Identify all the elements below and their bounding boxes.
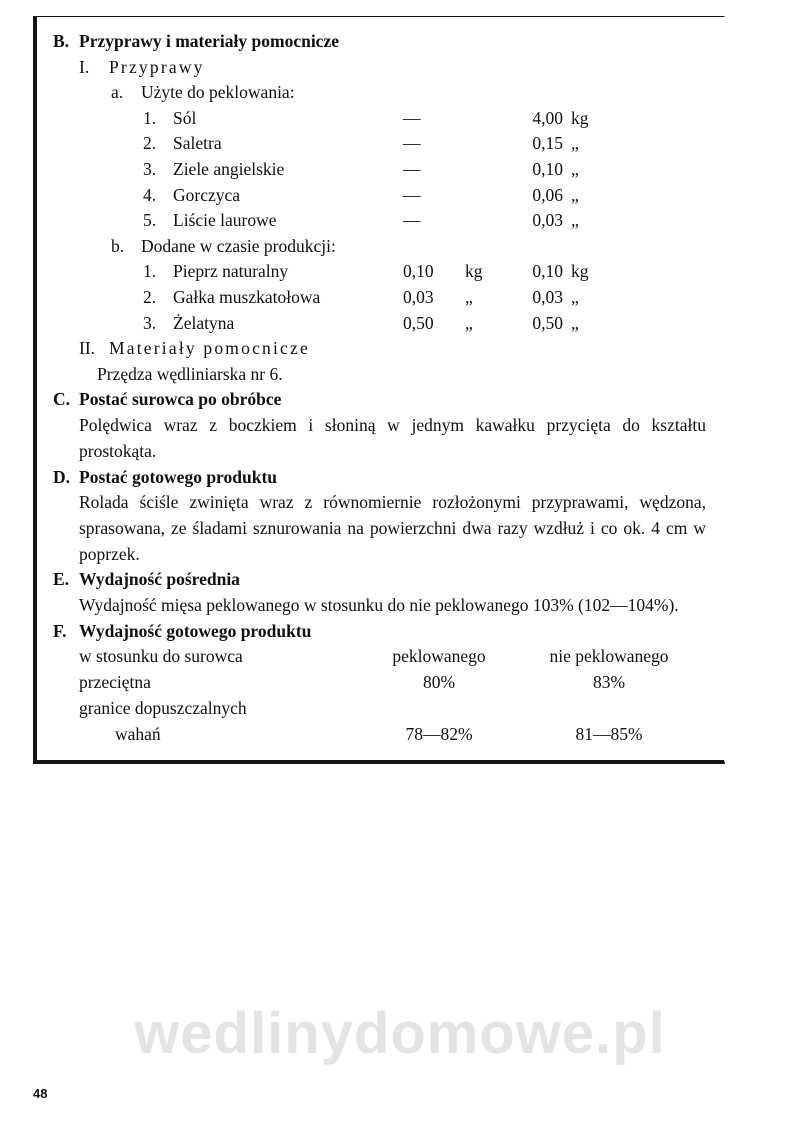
sub1-numeral: I.: [79, 56, 90, 77]
row-name: Sól: [173, 107, 197, 128]
section-f-title: Wydajność gotowego produktu: [79, 620, 312, 641]
section-b-title: Przyprawy i materiały pomocnicze: [79, 31, 339, 51]
row-label-cont: wahań: [115, 723, 161, 744]
section-d-text: Rolada ściśle zwinięta wraz z równomiernie rozłożonymi przyprawami, wędzona, sprasowana, ze śladami sznurowania na powierzchni dwa razy wzdłuż i co ok. 4 cm w poprzek.: [79, 492, 706, 564]
row-label: granice dopuszczalnych: [79, 698, 247, 719]
row-name: Liście laurowe: [173, 210, 277, 231]
row-name: Pieprz naturalny: [173, 261, 289, 282]
section-c-letter: C.: [53, 389, 71, 410]
sub2-text: Przędza wędliniarska nr 6.: [97, 363, 283, 384]
section-b-heading: [53, 29, 710, 55]
row-number: 2.: [143, 133, 157, 154]
row-mid-unit: „: [465, 286, 473, 307]
row-number: 3.: [143, 158, 157, 179]
row-number: 5.: [143, 210, 157, 231]
header-col1: w stosunku do surowca: [79, 646, 243, 667]
sub2-title: Materiały pomocnicze: [109, 338, 310, 359]
table-row: [53, 259, 710, 285]
row-name: Ziele angielskie: [173, 158, 285, 179]
row-mid: —: [403, 158, 421, 179]
row-mid-unit: kg: [465, 261, 483, 282]
row-mid-unit: „: [465, 312, 473, 333]
section-e-text: Wydajność mięsa peklowanego w stosunku do nie peklowanego 103% (102—104%).: [79, 595, 679, 616]
table-row: [79, 696, 710, 722]
group-b-heading: [53, 234, 710, 260]
row-value-niepeklowane: 83%: [592, 672, 626, 693]
row-label: przeciętna: [79, 672, 151, 693]
watermark: wedlinydomowe.pl: [134, 1001, 666, 1066]
table-row: [53, 157, 710, 183]
section-c-heading: [53, 387, 710, 413]
row-value: 0,03: [532, 286, 563, 307]
table-row: [53, 106, 710, 132]
table-row: [79, 670, 710, 696]
section-f-letter: F.: [53, 620, 67, 641]
header-col2: peklowanego: [392, 646, 486, 667]
group-b-letter: b.: [111, 235, 125, 256]
page-number: 48: [33, 1086, 48, 1101]
section-b-sub2-heading: [53, 336, 710, 362]
row-number: 1.: [143, 261, 157, 282]
row-name: Gałka muszkatołowa: [173, 286, 321, 307]
row-unit: „: [571, 210, 579, 231]
row-number: 3.: [143, 312, 157, 333]
table-row: [53, 285, 710, 311]
row-value-peklowane: 78—82%: [405, 723, 473, 744]
row-mid: —: [403, 210, 421, 231]
row-mid-value: 0,03: [403, 286, 434, 307]
section-d-title: Postać gotowego produktu: [79, 466, 278, 487]
group-a-title: Użyte do peklowania:: [141, 82, 295, 103]
content-frame: [33, 16, 725, 764]
row-unit: „: [571, 312, 579, 333]
row-unit: „: [571, 158, 579, 179]
row-number: 1.: [143, 107, 157, 128]
section-d-heading: [53, 465, 710, 491]
section-c-title: Postać surowca po obróbce: [79, 389, 282, 410]
row-number: 4.: [143, 184, 157, 205]
row-mid-value: 0,10: [403, 261, 434, 282]
row-mid: —: [403, 107, 421, 128]
row-unit: „: [571, 286, 579, 307]
section-c-text: Polędwica wraz z boczkiem i słoniną w jednym kawałku przycięta do kształtu prostokąta.: [79, 414, 706, 461]
group-b-title: Dodane w czasie produkcji:: [141, 235, 336, 256]
table-row: [53, 208, 710, 234]
group-a-heading: [53, 80, 710, 106]
sub2-numeral: II.: [79, 338, 96, 359]
table-header-row: [79, 644, 710, 670]
table-row: [53, 183, 710, 209]
row-unit: „: [571, 133, 579, 154]
row-value: 4,00: [532, 107, 563, 128]
section-e-heading: [53, 567, 710, 593]
section-b-sub1-heading: [53, 55, 710, 81]
row-value: 0,50: [532, 312, 563, 333]
row-value: 0,10: [532, 158, 563, 179]
row-value-niepeklowane: 81—85%: [575, 723, 643, 744]
section-b-letter: B.: [53, 31, 70, 51]
row-name: Żelatyna: [173, 312, 235, 333]
row-value: 0,10: [532, 261, 563, 282]
row-mid: —: [403, 133, 421, 154]
row-value-peklowane: 80%: [422, 672, 456, 693]
yield-table: [53, 644, 710, 747]
table-row: [79, 722, 710, 748]
table-row: [53, 311, 710, 337]
sub1-title: Przyprawy: [109, 56, 205, 77]
row-mid: —: [403, 184, 421, 205]
section-e-title: Wydajność pośrednia: [79, 569, 240, 590]
section-d-letter: D.: [53, 466, 71, 487]
section-e-letter: E.: [53, 569, 70, 590]
row-value: 0,15: [532, 133, 563, 154]
table-row: [53, 131, 710, 157]
row-unit: „: [571, 184, 579, 205]
row-value: 0,03: [532, 210, 563, 231]
row-name: Saletra: [173, 133, 222, 154]
header-col3: nie peklowanego: [549, 646, 669, 667]
row-mid-value: 0,50: [403, 312, 434, 333]
row-number: 2.: [143, 286, 157, 307]
row-unit: kg: [571, 107, 589, 128]
row-value: 0,06: [532, 184, 563, 205]
group-a-letter: a.: [111, 82, 124, 103]
row-name: Gorczyca: [173, 184, 241, 205]
row-unit: kg: [571, 261, 589, 282]
section-f-heading: [53, 619, 710, 645]
